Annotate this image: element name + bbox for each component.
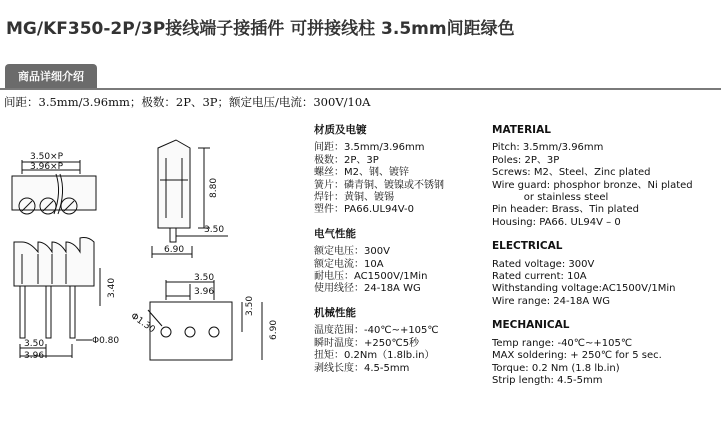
spec-group-material-cn xyxy=(314,124,444,217)
spec-heading: 材质及电镀 xyxy=(314,124,367,136)
tab-divider xyxy=(0,88,721,90)
spec-item: 使用线径：24-18A WG xyxy=(314,283,421,295)
spec-item: 螺丝：M2、钢、镀锌 xyxy=(314,167,409,179)
spec-item: Wire guard: phosphor bronze、Ni plated xyxy=(492,179,693,191)
specs-english xyxy=(492,124,693,398)
side-view xyxy=(152,140,228,258)
specs-chinese xyxy=(314,124,444,386)
spec-item: Torque: 0.2 Nm (1.8 lb.in) xyxy=(492,362,620,374)
dim-side-350: 3.50 xyxy=(204,225,225,235)
spec-item: or stainless steel xyxy=(492,192,609,204)
dim-front-350: 3.50 xyxy=(24,339,45,349)
spec-item: 间距：3.5mm/3.96mm xyxy=(314,142,425,154)
spec-group-mechanical-en xyxy=(492,319,693,387)
spec-heading: 电气性能 xyxy=(314,227,356,240)
spec-heading: MECHANICAL xyxy=(492,319,570,332)
spec-group-electrical-cn xyxy=(314,228,444,296)
spec-item: Strip length: 4.5-5mm xyxy=(492,374,603,386)
spec-item: Pitch: 3.5mm/3.96mm xyxy=(492,142,604,154)
spec-item: Rated current: 10A xyxy=(492,271,587,283)
spec-item: 塑件：PA66.UL94V-0 xyxy=(314,204,414,216)
spec-summary: 间距：3.5mm/3.96mm；极数：2P、3P；额定电压/电流：300V/10A xyxy=(4,95,371,109)
spec-item: Screws: M2、Steel、Zinc plated xyxy=(492,167,651,179)
dim-front-340: 3.40 xyxy=(107,277,117,298)
spec-item: Temp range: -40℃~+105℃ xyxy=(492,337,633,349)
dim-pcb-v690: 6.90 xyxy=(269,319,279,340)
spec-item: MAX soldering: + 250℃ for 5 sec. xyxy=(492,350,662,362)
dim-front-396: 3.96 xyxy=(24,351,45,361)
dim-pcb-396: 3.96 xyxy=(194,287,215,297)
spec-item: 簧片：磷青铜、镀镍或不锈钢 xyxy=(314,179,444,191)
spec-item: 瞬时温度：+250℃5秒 xyxy=(314,337,420,349)
spec-item: Poles: 2P、3P xyxy=(492,154,560,166)
dim-pcb-350: 3.50 xyxy=(194,273,215,283)
spec-item: 焊针：黄铜、镀锡 xyxy=(314,192,394,204)
spec-item: 额定电流：10A xyxy=(314,258,384,270)
spec-heading: ELECTRICAL xyxy=(492,240,563,253)
technical-drawing xyxy=(0,118,300,418)
spec-item: 耐电压：AC1500V/1Min xyxy=(314,271,428,283)
spec-group-electrical-en xyxy=(492,240,693,308)
spec-item: 温度范围：-40℃~+105℃ xyxy=(314,325,439,337)
spec-item: Withstanding voltage:AC1500V/1Min xyxy=(492,283,676,295)
spec-heading: MATERIAL xyxy=(492,124,551,136)
dim-pitch-p2: 3.96×P xyxy=(30,162,64,172)
spec-item: Pin header: Brass、Tin plated xyxy=(492,204,639,216)
spec-group-mechanical-cn xyxy=(314,307,444,375)
dim-height: 8.80 xyxy=(209,177,219,198)
spec-item: Rated voltage: 300V xyxy=(492,258,595,270)
spec-item: 扭矩：0.2Nm（1.8lb.in） xyxy=(314,350,435,362)
spec-heading: 机械性能 xyxy=(314,306,356,319)
tab-product-details[interactable]: 商品详细介绍 xyxy=(5,64,97,89)
spec-item: Housing: PA66. UL94V – 0 xyxy=(492,216,621,228)
dim-hole-dia: Φ1.30 xyxy=(128,311,157,336)
spec-item: 极数：2P、3P xyxy=(314,154,379,166)
spec-item: 剥线长度：4.5-5mm xyxy=(314,362,410,374)
dim-side-690: 6.90 xyxy=(164,245,185,255)
spec-item: 额定电压：300V xyxy=(314,246,390,258)
spec-item: Wire range: 24-18A WG xyxy=(492,295,611,307)
dim-pcb-v350: 3.50 xyxy=(245,295,255,316)
dim-pin-dia: Φ0.80 xyxy=(92,336,120,346)
dim-pitch-p: 3.50×P xyxy=(30,152,64,162)
spec-group-material-en xyxy=(492,124,693,229)
tab-bar xyxy=(0,64,721,90)
page-title: MG/KF350-2P/3P接线端子接插件 可拼接线柱 3.5mm间距绿色 xyxy=(6,19,515,39)
